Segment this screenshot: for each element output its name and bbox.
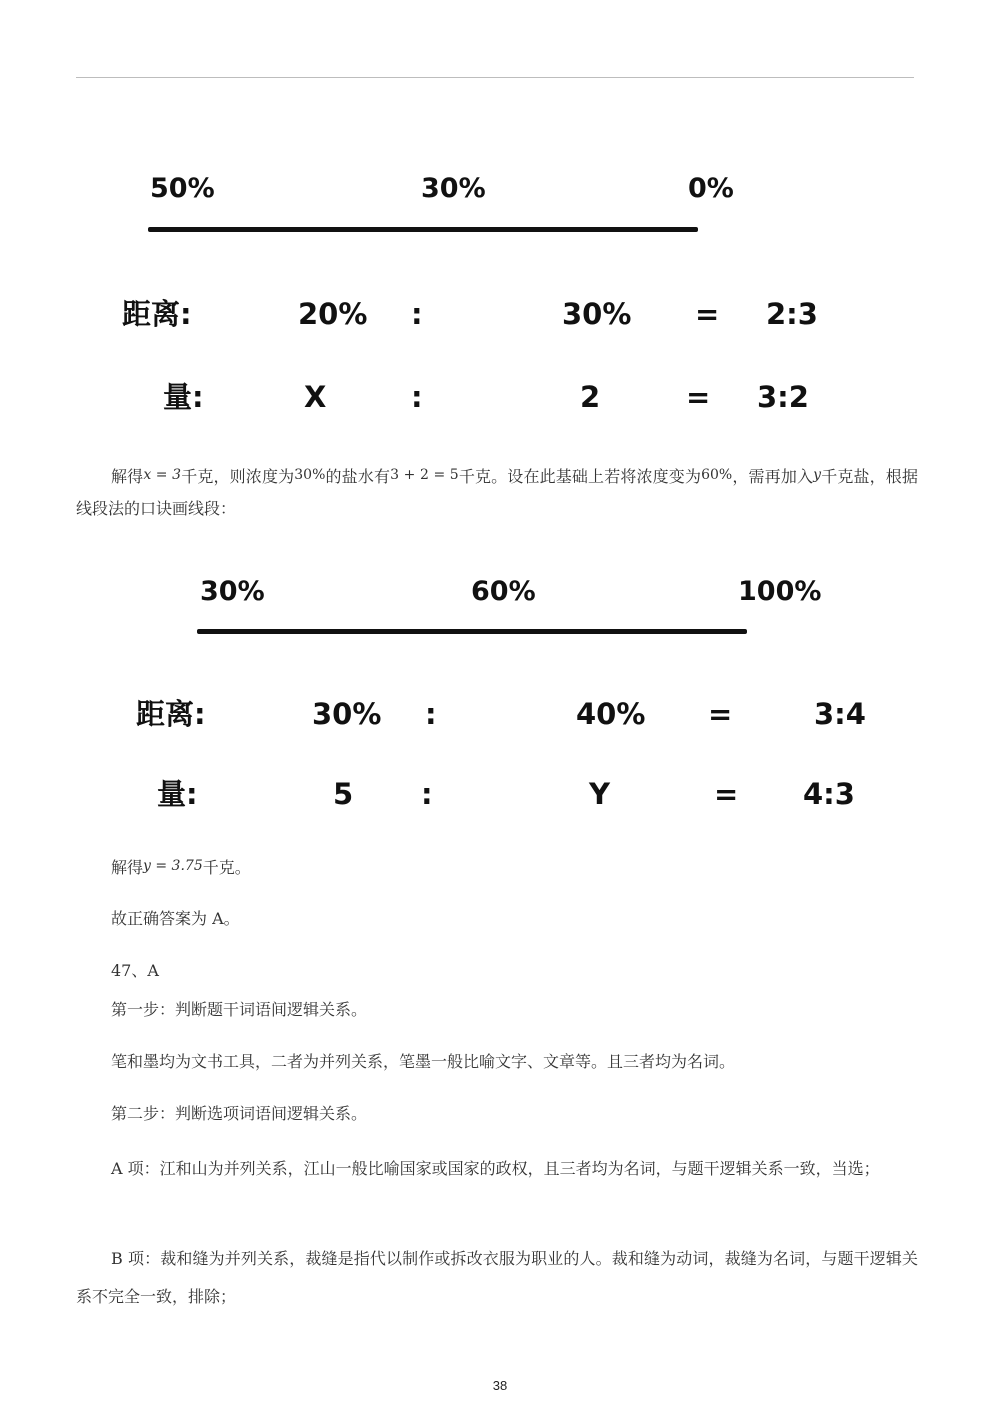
fig1-distance-eq: = — [695, 297, 720, 331]
fig1-middle-label: 30% — [421, 173, 486, 204]
fig2-amount-eq: = — [714, 777, 739, 811]
math-3-plus-2: 3 + 2 = 5 — [390, 467, 459, 483]
fig2-amount-a: 5 — [333, 777, 354, 811]
fig2-middle-label: 60% — [471, 576, 536, 607]
math-60-percent: 60% — [701, 467, 733, 483]
stem-analysis: 笔和墨均为文书工具，二者为并列关系，笔墨一般比喻文字、文章等。且三者均为名词。 — [111, 1052, 736, 1071]
fig2-segment — [197, 629, 747, 634]
fig1-distance-ratio: 2:3 — [766, 297, 818, 331]
fig2-left-label: 30% — [200, 576, 265, 607]
fig2-distance-b: 40% — [576, 697, 646, 731]
math-x-eq-3: x = 3 — [143, 467, 182, 483]
fig1-amount-eq: = — [686, 380, 711, 414]
fig2-distance-ratio: 3:4 — [814, 697, 866, 731]
question-number: 47、A — [111, 961, 159, 980]
fig2-distance-eq: = — [708, 697, 733, 731]
answer-line: 故正确答案为 A。 — [111, 909, 240, 928]
fig2-distance-colon: : — [425, 697, 437, 731]
fig2-amount-label: 量: — [157, 777, 198, 811]
fig1-amount-ratio: 3:2 — [757, 380, 809, 414]
option-a: A 项：江和山为并列关系，江山一般比喻国家或国家的政权，且三者均为名词，与题干逻辑关系一致，当选； — [111, 1159, 880, 1178]
fig2-amount-b: Y — [589, 777, 610, 811]
solution-paragraph-2: 解得y = 3.75千克。 — [111, 858, 251, 877]
fig1-amount-colon: : — [411, 380, 423, 414]
solution-paragraph-1: 解得x = 3千克，则浓度为30%的盐水有3 + 2 = 5千克。设在此基础上若将浓度变为60%，需再加入y千克盐，根据线段法的口诀画线段： — [76, 467, 918, 518]
fig1-right-label: 0% — [688, 173, 734, 204]
fig1-left-label: 50% — [150, 173, 215, 204]
step-one: 第一步：判断题干词语间逻辑关系。 — [111, 1000, 368, 1019]
math-y: y — [813, 467, 822, 483]
fig2-distance-a: 30% — [312, 697, 382, 731]
fig1-distance-label: 距离: — [122, 297, 192, 331]
fig2-distance-label: 距离: — [136, 697, 206, 731]
fig1-amount-label: 量: — [163, 380, 204, 414]
step-two: 第二步：判断选项词语间逻辑关系。 — [111, 1104, 368, 1123]
fig2-right-label: 100% — [738, 576, 822, 607]
fig2-amount-ratio: 4:3 — [803, 777, 855, 811]
math-30-percent: 30% — [294, 467, 326, 483]
fig1-distance-colon: : — [411, 297, 423, 331]
fig1-amount-b: 2 — [580, 380, 601, 414]
page-number: 38 — [492, 1378, 508, 1393]
fig1-amount-a: X — [304, 380, 327, 414]
fig1-distance-a: 20% — [298, 297, 368, 331]
fig1-distance-b: 30% — [562, 297, 632, 331]
math-y-eq-3-75: y = 3.75 — [143, 858, 203, 874]
fig1-segment — [148, 227, 698, 232]
header-rule — [76, 77, 914, 78]
fig2-amount-colon: : — [421, 777, 433, 811]
option-b: B 项：裁和缝为并列关系，裁缝是指代以制作或拆改衣服为职业的人。裁和缝为动词，裁缝为名词，与题干逻辑关系不完全一致，排除； — [76, 1249, 918, 1306]
